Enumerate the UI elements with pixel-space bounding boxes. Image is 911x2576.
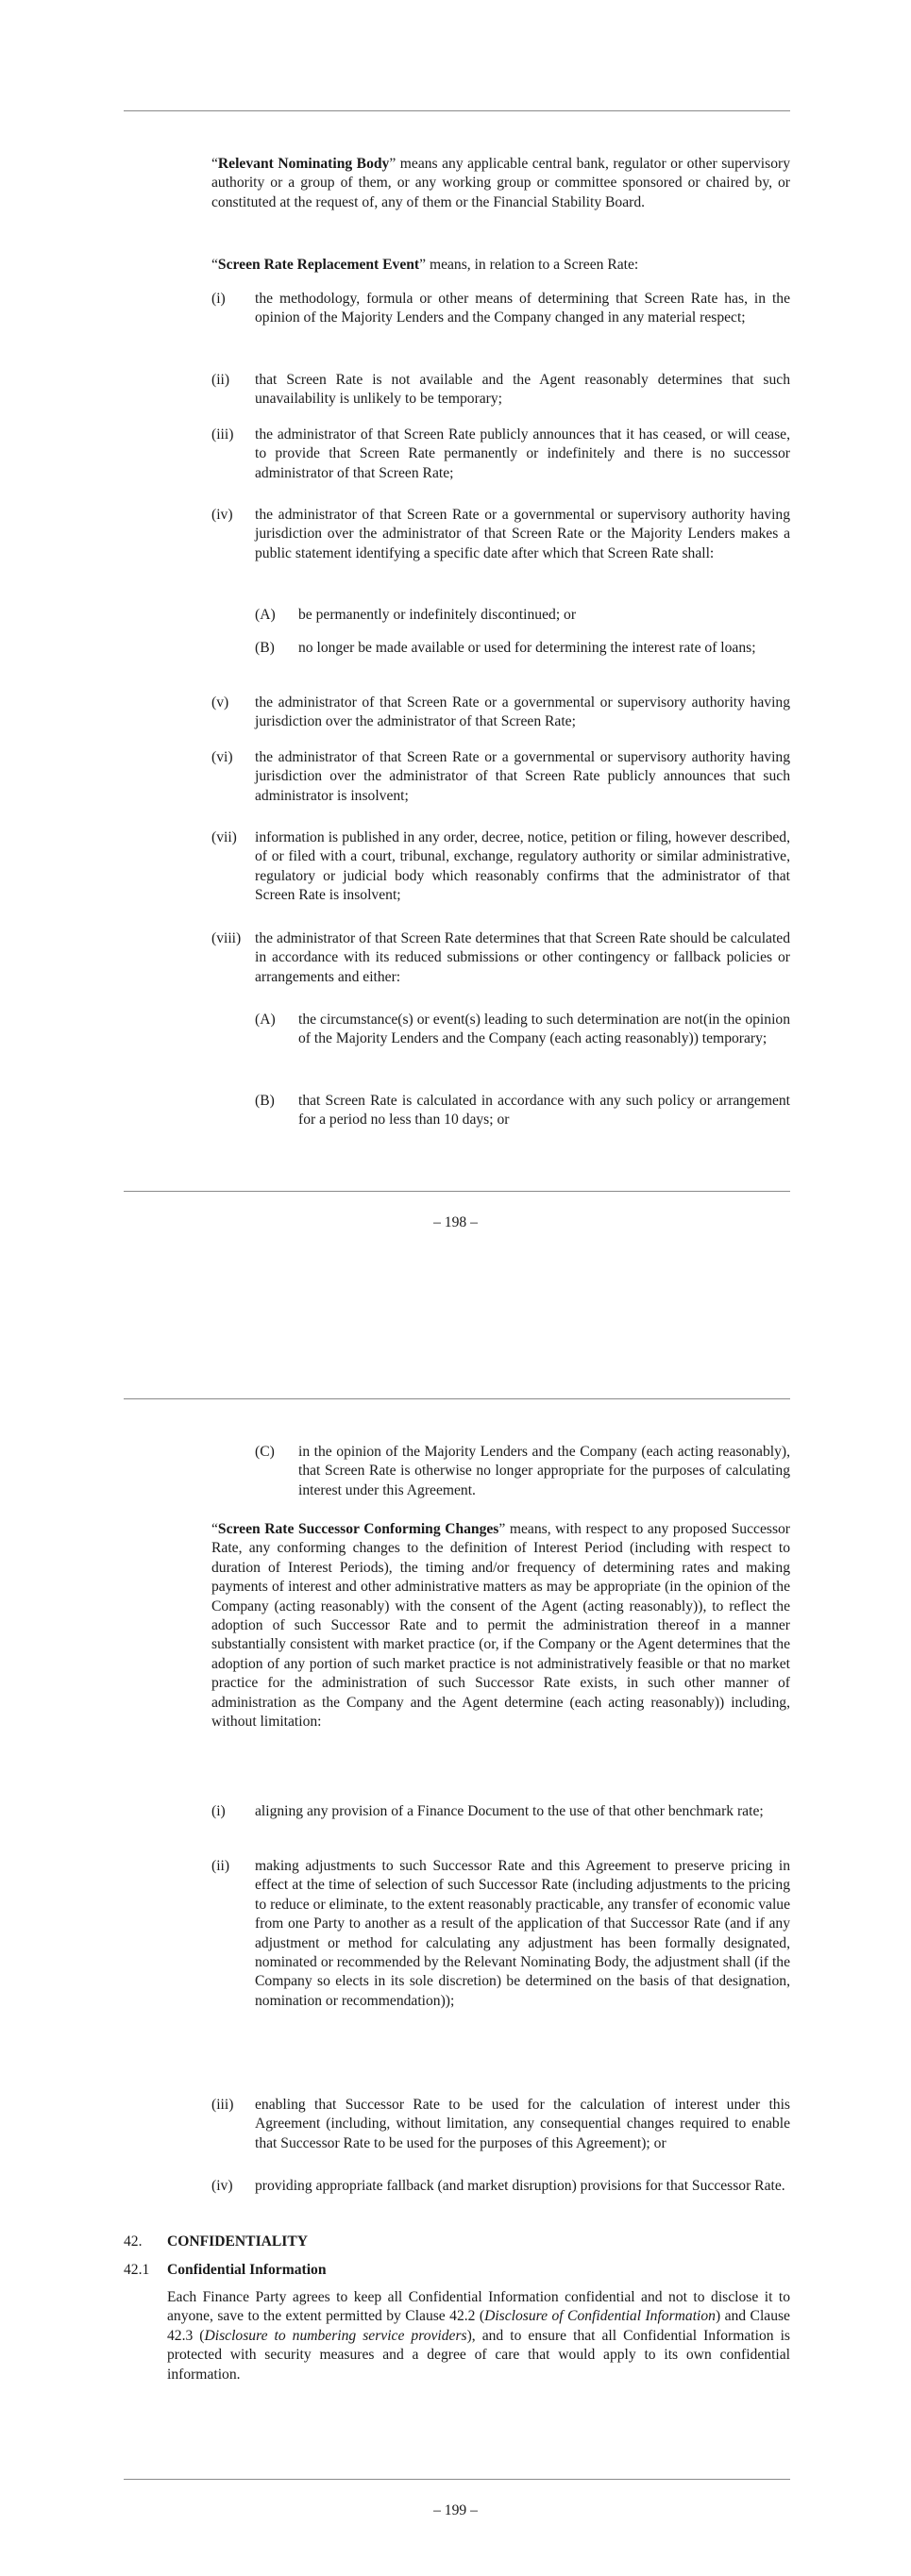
list-item: in the opinion of the Majority Lenders and the Company (each acting reasonably), that Screen Rate is otherwise no longer appropriate for the purposes of calculating interest under this Agreement. [298, 1444, 790, 1498]
list-item: the methodology, formula or other means of determining that Screen Rate has, in the opinion of the Majority Lenders and the Company changed in any material respect; [255, 291, 790, 326]
defined-term: Screen Rate Successor Conforming Changes [217, 1521, 499, 1537]
clause-heading: CONFIDENTIALITY [167, 2233, 309, 2250]
list-item: be permanently or indefinitely discontinued; or [298, 607, 577, 623]
list-item: providing appropriate fallback (and market disruption) provisions for that Successor Rate. [255, 2178, 785, 2194]
definition-relevant-nominating-body: “Relevant Nominating Body” means any applicable central bank, regulator or other supervisory authority or a group of them, or any working group or committee sponsored or chaired by, or constituted at the request of, any of them or the Financial Stability Board. [211, 156, 790, 210]
footer-rule [124, 2479, 790, 2480]
item-label: (iv) [211, 507, 233, 523]
item-label: (B) [255, 1093, 275, 1109]
page-number: – 198 – [433, 1214, 478, 1230]
item-label: (iii) [211, 427, 234, 443]
list-item: the administrator of that Screen Rate or a governmental or supervisory authority having jurisdiction over the administrator of that Screen Rate; [255, 694, 790, 730]
list-item: the administrator of that Screen Rate or a governmental or supervisory authority having jurisdiction over the administrator of that Screen Rate or the Majority Lenders makes a public statement identifying a specific date after which that Screen Rate shall: [255, 507, 790, 561]
item-label: (B) [255, 640, 275, 656]
page-199 [0, 1288, 911, 2576]
list-item: the administrator of that Screen Rate determines that that Screen Rate should be calculated in accordance with its reduced submissions or other contingency or fallback policies or arrangements and either: [255, 930, 790, 985]
list-item: enabling that Successor Rate to be used for the calculation of interest under this Agreement (including, without limitation, any consequential changes required to enable that Successor Rate to be used for the purposes of this Agreement); or [255, 2097, 790, 2151]
subclause-heading: Confidential Information [167, 2262, 327, 2278]
list-item: making adjustments to such Successor Rate and this Agreement to preserve pricing in effect at the time of selection of such Successor Rate (including adjustments to the pricing to reduce or eliminate, to the extent reasonably practicable, any transfer of economic value from one Party to another as a result of the application of that Successor Rate (and if any adjustment or method for calculating any adjustment has been formally designated, nominated or recommended by the Relevant Nominating Body, the adjustment shall (if the Company so elects in its sole discretion) be determined on the basis of that designation, nomination or recommendation)); [255, 1858, 790, 2009]
list-item: the circumstance(s) or event(s) leading to such determination are not(in the opinion of the Majority Lenders and the Company (each acting reasonably)) temporary; [298, 1012, 790, 1047]
list-item: the administrator of that Screen Rate publicly announces that it has ceased, or will cease, to provide that Screen Rate permanently or indefinitely and there is no successor administrator of that Screen Rate; [255, 427, 790, 481]
item-label: (C) [255, 1444, 275, 1460]
item-label: (vi) [211, 749, 233, 765]
item-label: (A) [255, 1012, 276, 1028]
item-label: (iii) [211, 2097, 234, 2113]
subclause-number: 42.1 [124, 2262, 150, 2278]
header-rule [124, 110, 790, 111]
list-item: aligning any provision of a Finance Document to the use of that other benchmark rate; [255, 1803, 764, 1819]
item-label: (v) [211, 694, 229, 711]
page-number: – 199 – [433, 2502, 478, 2518]
item-label: (ii) [211, 372, 230, 388]
item-label: (viii) [211, 930, 242, 946]
item-label: (A) [255, 607, 276, 623]
defined-term: Relevant Nominating Body [217, 156, 390, 172]
header-rule [124, 1398, 790, 1399]
item-label: (i) [211, 1803, 226, 1819]
clause-number: 42. [124, 2233, 143, 2250]
definition-successor-conforming-changes: “Screen Rate Successor Conforming Changes” means, with respect to any proposed Successor Rate, any conforming changes to the definition of Interest Period (including with respect to duration of Interest Periods), the timing and/or frequency of determining rates and making payments of interest and other administrative matters as may be appropriate (in the opinion of the Company (acting reasonably) with the consent of the Agent (acting reasonably)), to reflect the adoption of such Successor Rate and to permit the administration thereof in a manner substantially consistent with market practice (or, if the Company or the Agent determines that the adoption of any portion of such market practice is not administratively feasible or that no market practice for the administration of such Successor Rate exists, in such other manner of administration as the Company and the Agent determine (each acting reasonably)) including, without limitation: [211, 1521, 790, 1731]
footer-rule [124, 1191, 790, 1192]
list-item: that Screen Rate is not available and the Agent reasonably determines that such unavailability is unlikely to be temporary; [255, 372, 790, 408]
list-item: that Screen Rate is calculated in accordance with any such policy or arrangement for a period no less than 10 days; or [298, 1093, 790, 1129]
list-item: the administrator of that Screen Rate or a governmental or supervisory authority having jurisdiction over the administrator of that Screen Rate publicly announces that such administrator is insolvent; [255, 749, 790, 804]
list-item: no longer be made available or used for determining the interest rate of loans; [298, 640, 756, 656]
defined-term: Screen Rate Replacement Event [217, 257, 420, 273]
item-label: (iv) [211, 2178, 233, 2194]
item-label: (vii) [211, 829, 237, 845]
definition-screen-rate-replacement-event: “Screen Rate Replacement Event” means, in relation to a Screen Rate: [211, 257, 639, 273]
confidential-information-paragraph: Each Finance Party agrees to keep all Confidential Information confidential and not to disclose it to anyone, save to the extent permitted by Clause 42.2 (Disclosure of Confidential Information) and Clause 42.3 (Disclosure to numbering service providers), and to ensure that all Confidential Information is protected with security measures and a degree of care that would apply to its own confidential information. [167, 2289, 790, 2383]
list-item: information is published in any order, decree, notice, petition or filing, however described, of or filed with a court, tribunal, exchange, regulatory authority or similar administrative, regulatory or judicial body which reasonably confirms that the administrator of that Screen Rate is insolvent; [255, 829, 790, 904]
item-label: (i) [211, 291, 226, 307]
item-label: (ii) [211, 1858, 230, 1874]
